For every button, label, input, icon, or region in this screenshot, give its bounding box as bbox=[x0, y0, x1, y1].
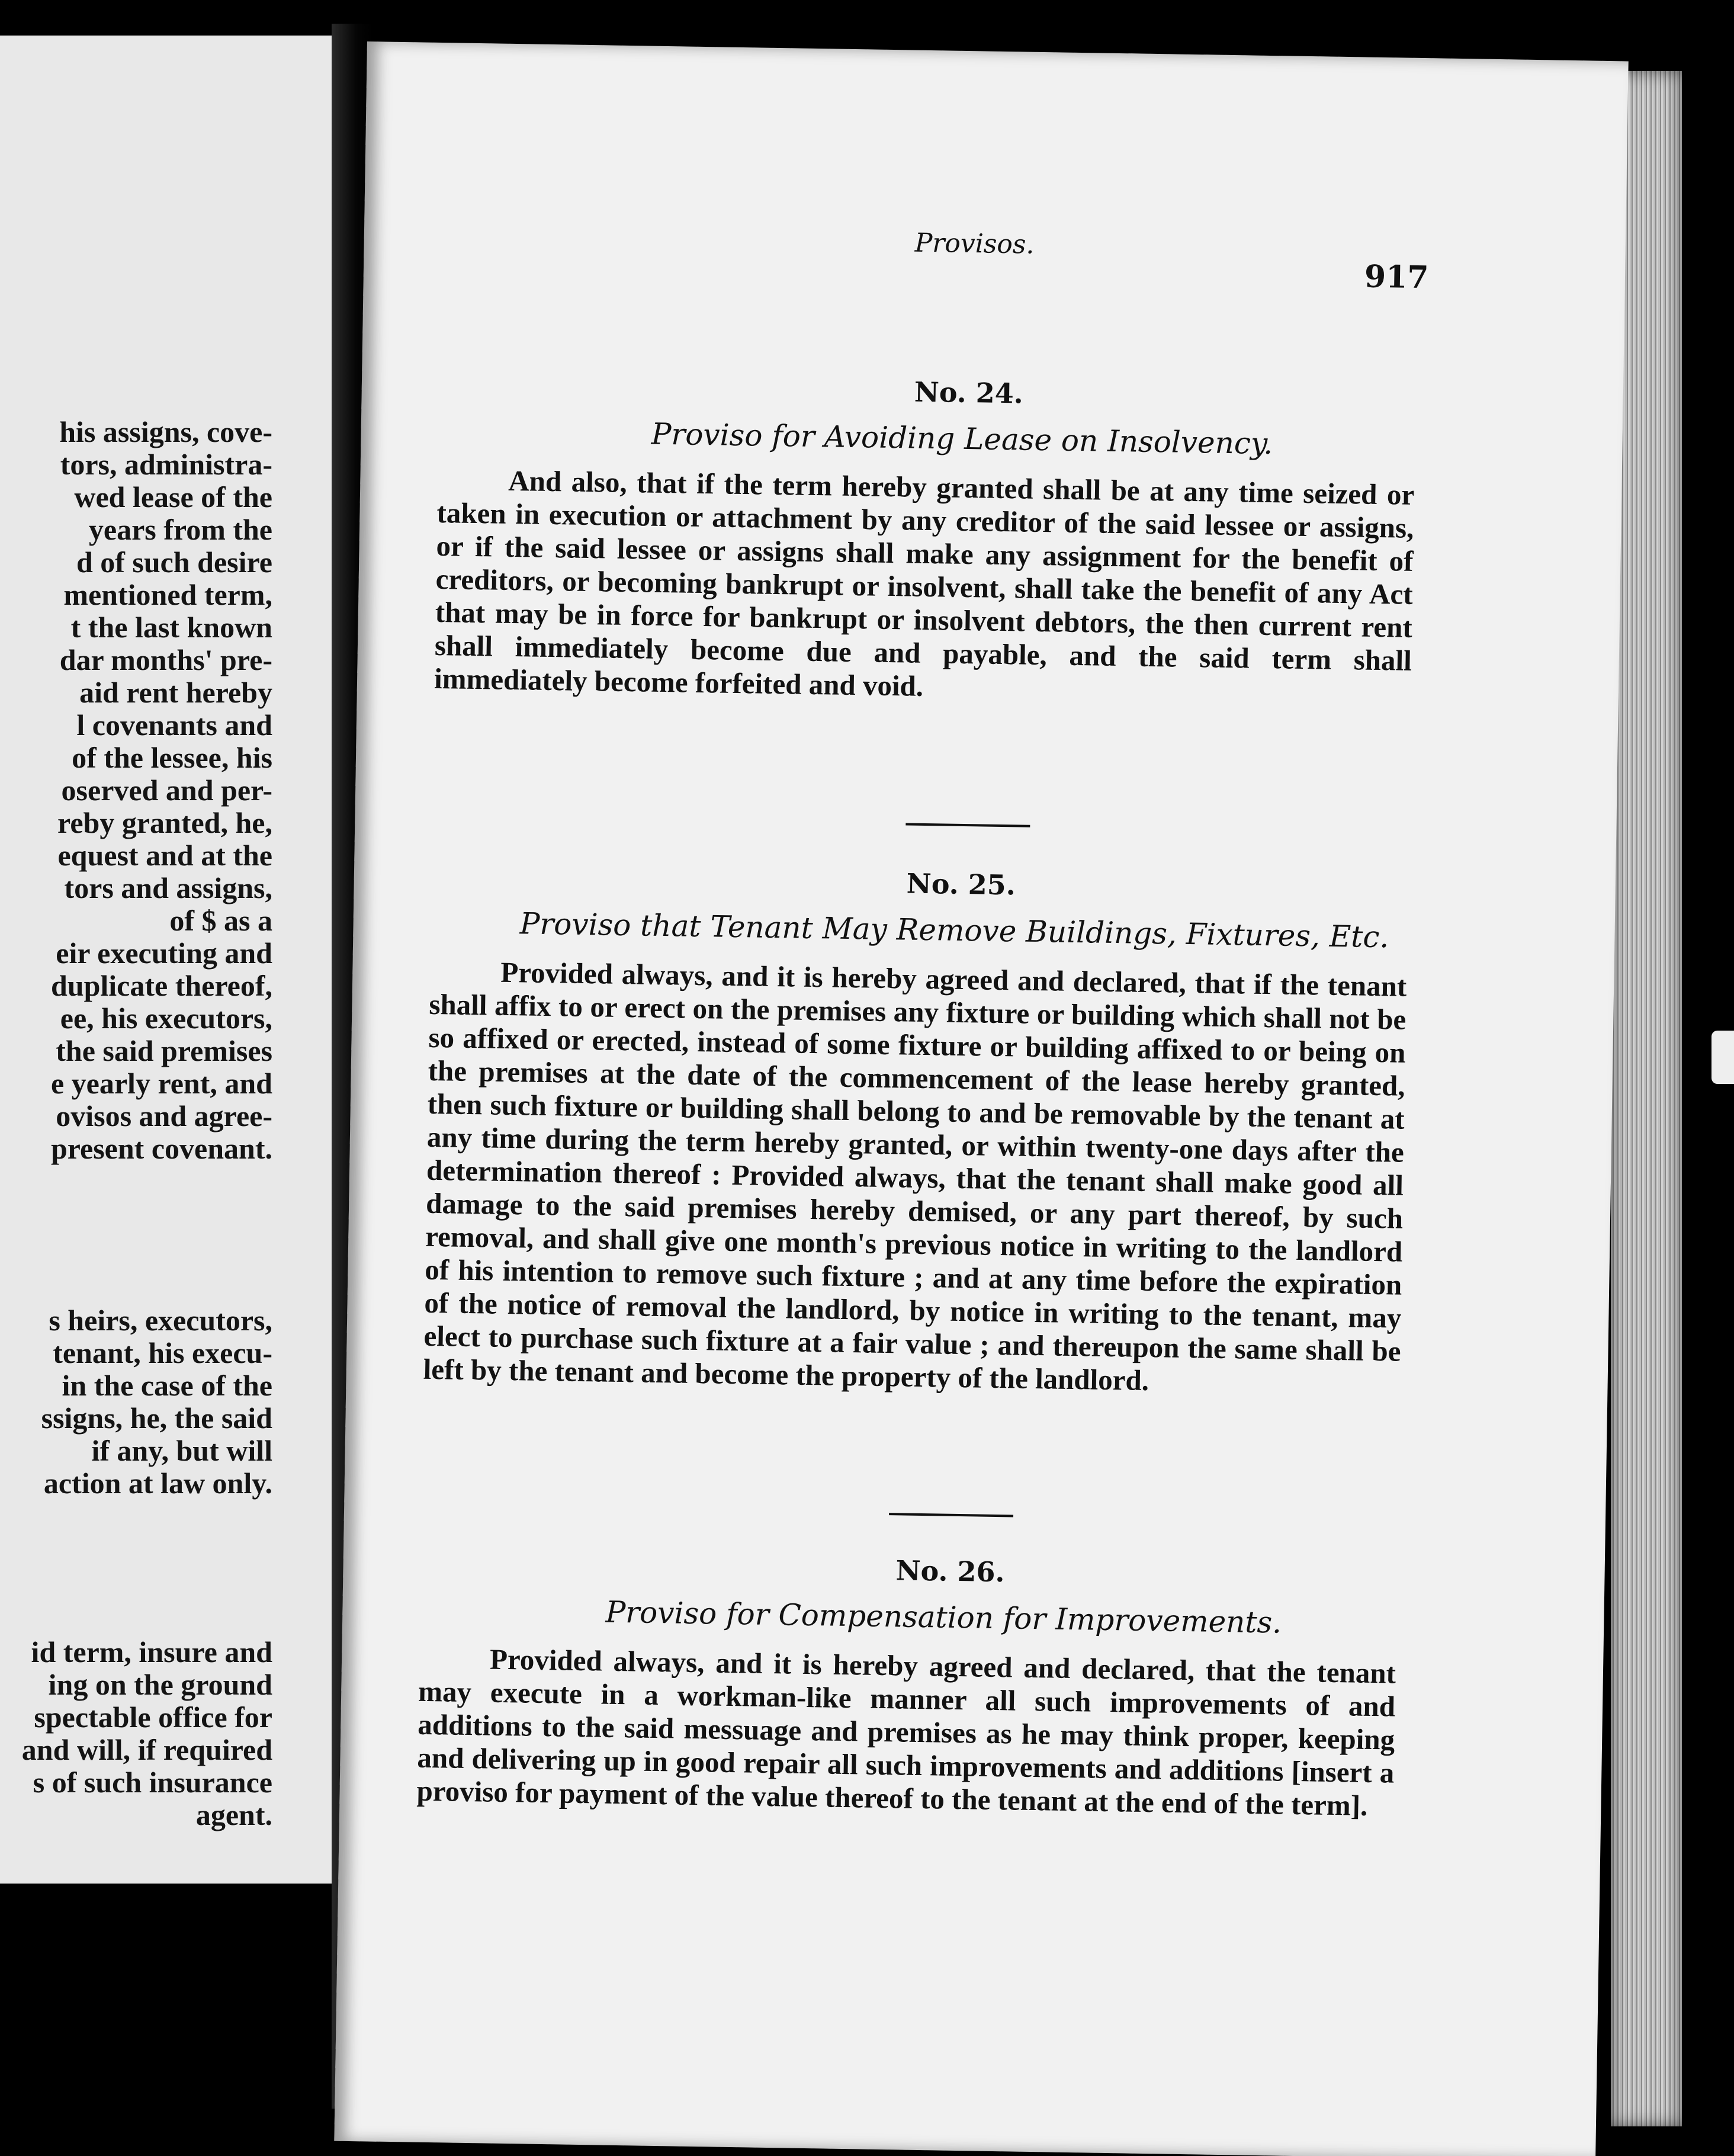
left-page-line: of $ as a bbox=[169, 904, 272, 937]
section-title: Proviso that Tenant May Remove Buildings, Fixtures, Etc. bbox=[519, 906, 1389, 955]
section-number: No. 24. bbox=[914, 376, 1024, 410]
left-page-line: mentioned term, bbox=[63, 578, 272, 611]
left-page-line: id term, insure and bbox=[31, 1635, 272, 1669]
left-page-line: agent. bbox=[195, 1798, 272, 1831]
section-divider bbox=[889, 1513, 1013, 1517]
main-page bbox=[334, 41, 1628, 2156]
left-page-line: s heirs, executors, bbox=[49, 1304, 272, 1337]
left-page-line: aid rent hereby bbox=[79, 676, 272, 709]
left-page-line: l covenants and bbox=[76, 708, 272, 742]
section-title: Proviso for Avoiding Lease on Insolvency. bbox=[651, 416, 1273, 461]
left-page-line: tors, administra- bbox=[60, 448, 272, 481]
section-body: And also, that if the term hereby granted shall be at any time seized or taken in execution or attachment by any creditor of the said lessee or assigns, or if the said lessee or assigns shall make any assignment for the benefit of creditors, or becoming bankrupt or insolvent, shall take the benefit of any Act that may be in force for bankrupt or insolvent debtors, the then current rent shall immediately become due and payable, and the said term shall immediately become forfeited and void. bbox=[434, 464, 1415, 702]
section-body: Provided always, and it is hereby agreed and declared, that the tenant may execute in a workman-like manner all such improvements of and additions to the said messuage and premises as he may think proper, keeping and delivering up in good repair all such improvements and additions [insert a proviso for payment of the value thereof to the tenant at the end of the term]. bbox=[416, 1642, 1396, 1822]
left-page-line: years from the bbox=[88, 513, 272, 546]
section-body: Provided always, and it is hereby agreed and declared, that if the tenant shall affix to or erect on the premises any fixture or building which shall not be so affixed or erected, instead of some fixture or building affixed to or being on the premises at the date of the commencement of the lease hereby granted, then such fixture or building shall belong to and be removable by the tenant at any time during the term hereby granted, or within twenty-one days after the determination thereof : Provided always, that the tenant shall make good all damage to the said premises hereby demised, or any part thereof, by such removal, and shall give one month's previous notice in writing to the landlord of his intention to remove such fixture ; and at any time before the expiration of the notice of removal the landlord, by notice in writing to the tenant, may elect to purchase such fixture at a fair value ; and thereupon the same shall be left by the tenant and become the property of the landlord. bbox=[423, 955, 1407, 1397]
section-title: Proviso for Compensation for Improvements. bbox=[605, 1594, 1282, 1640]
left-page-line: tors and assigns, bbox=[64, 871, 272, 904]
left-page-line: oserved and per- bbox=[61, 774, 272, 807]
left-page-line: his assigns, cove- bbox=[59, 415, 272, 448]
left-page-line: present covenant. bbox=[50, 1132, 272, 1165]
section-24 bbox=[434, 368, 1416, 711]
thumb-mark bbox=[1711, 1031, 1734, 1084]
section-26 bbox=[416, 1547, 1398, 1823]
left-page-line: e yearly rent, and bbox=[50, 1067, 272, 1100]
left-page-line: in the case of the bbox=[62, 1369, 272, 1402]
left-page-line: ee, his executors, bbox=[60, 1002, 272, 1035]
left-page-line: d of such desire bbox=[76, 546, 272, 579]
left-page-line: action at law only. bbox=[43, 1467, 272, 1500]
left-page-line: if any, but will bbox=[91, 1434, 272, 1467]
section-divider bbox=[905, 823, 1030, 827]
left-page-line: reby granted, he, bbox=[57, 806, 272, 839]
left-page-line: spectable office for bbox=[34, 1701, 272, 1734]
page-content bbox=[416, 220, 1429, 1822]
left-page-line: tenant, his execu- bbox=[53, 1336, 272, 1369]
section-number: No. 26. bbox=[895, 1554, 1005, 1589]
left-page-line: ing on the ground bbox=[48, 1668, 272, 1701]
left-facing-page bbox=[0, 36, 332, 1884]
left-page-line: duplicate thereof, bbox=[50, 969, 272, 1002]
page-number: 917 bbox=[1364, 258, 1429, 296]
left-page-line: and will, if required bbox=[21, 1733, 272, 1766]
left-page-line: dar months' pre- bbox=[59, 643, 272, 676]
section-number: No. 25. bbox=[906, 867, 1016, 901]
left-page-line: ssigns, he, the said bbox=[41, 1401, 272, 1435]
left-page-line: of the lessee, his bbox=[72, 741, 272, 774]
left-page-line: ovisos and agree- bbox=[56, 1099, 272, 1132]
running-head: Provisos. bbox=[914, 227, 1035, 260]
left-page-line: the said premises bbox=[56, 1034, 272, 1067]
left-page-line: t the last known bbox=[70, 611, 272, 644]
section-25 bbox=[423, 860, 1408, 1401]
left-page-line: s of such insurance bbox=[33, 1766, 272, 1799]
left-page-line: eir executing and bbox=[56, 936, 272, 970]
left-page-line: equest and at the bbox=[57, 839, 272, 872]
left-page-line: wed lease of the bbox=[74, 480, 272, 514]
